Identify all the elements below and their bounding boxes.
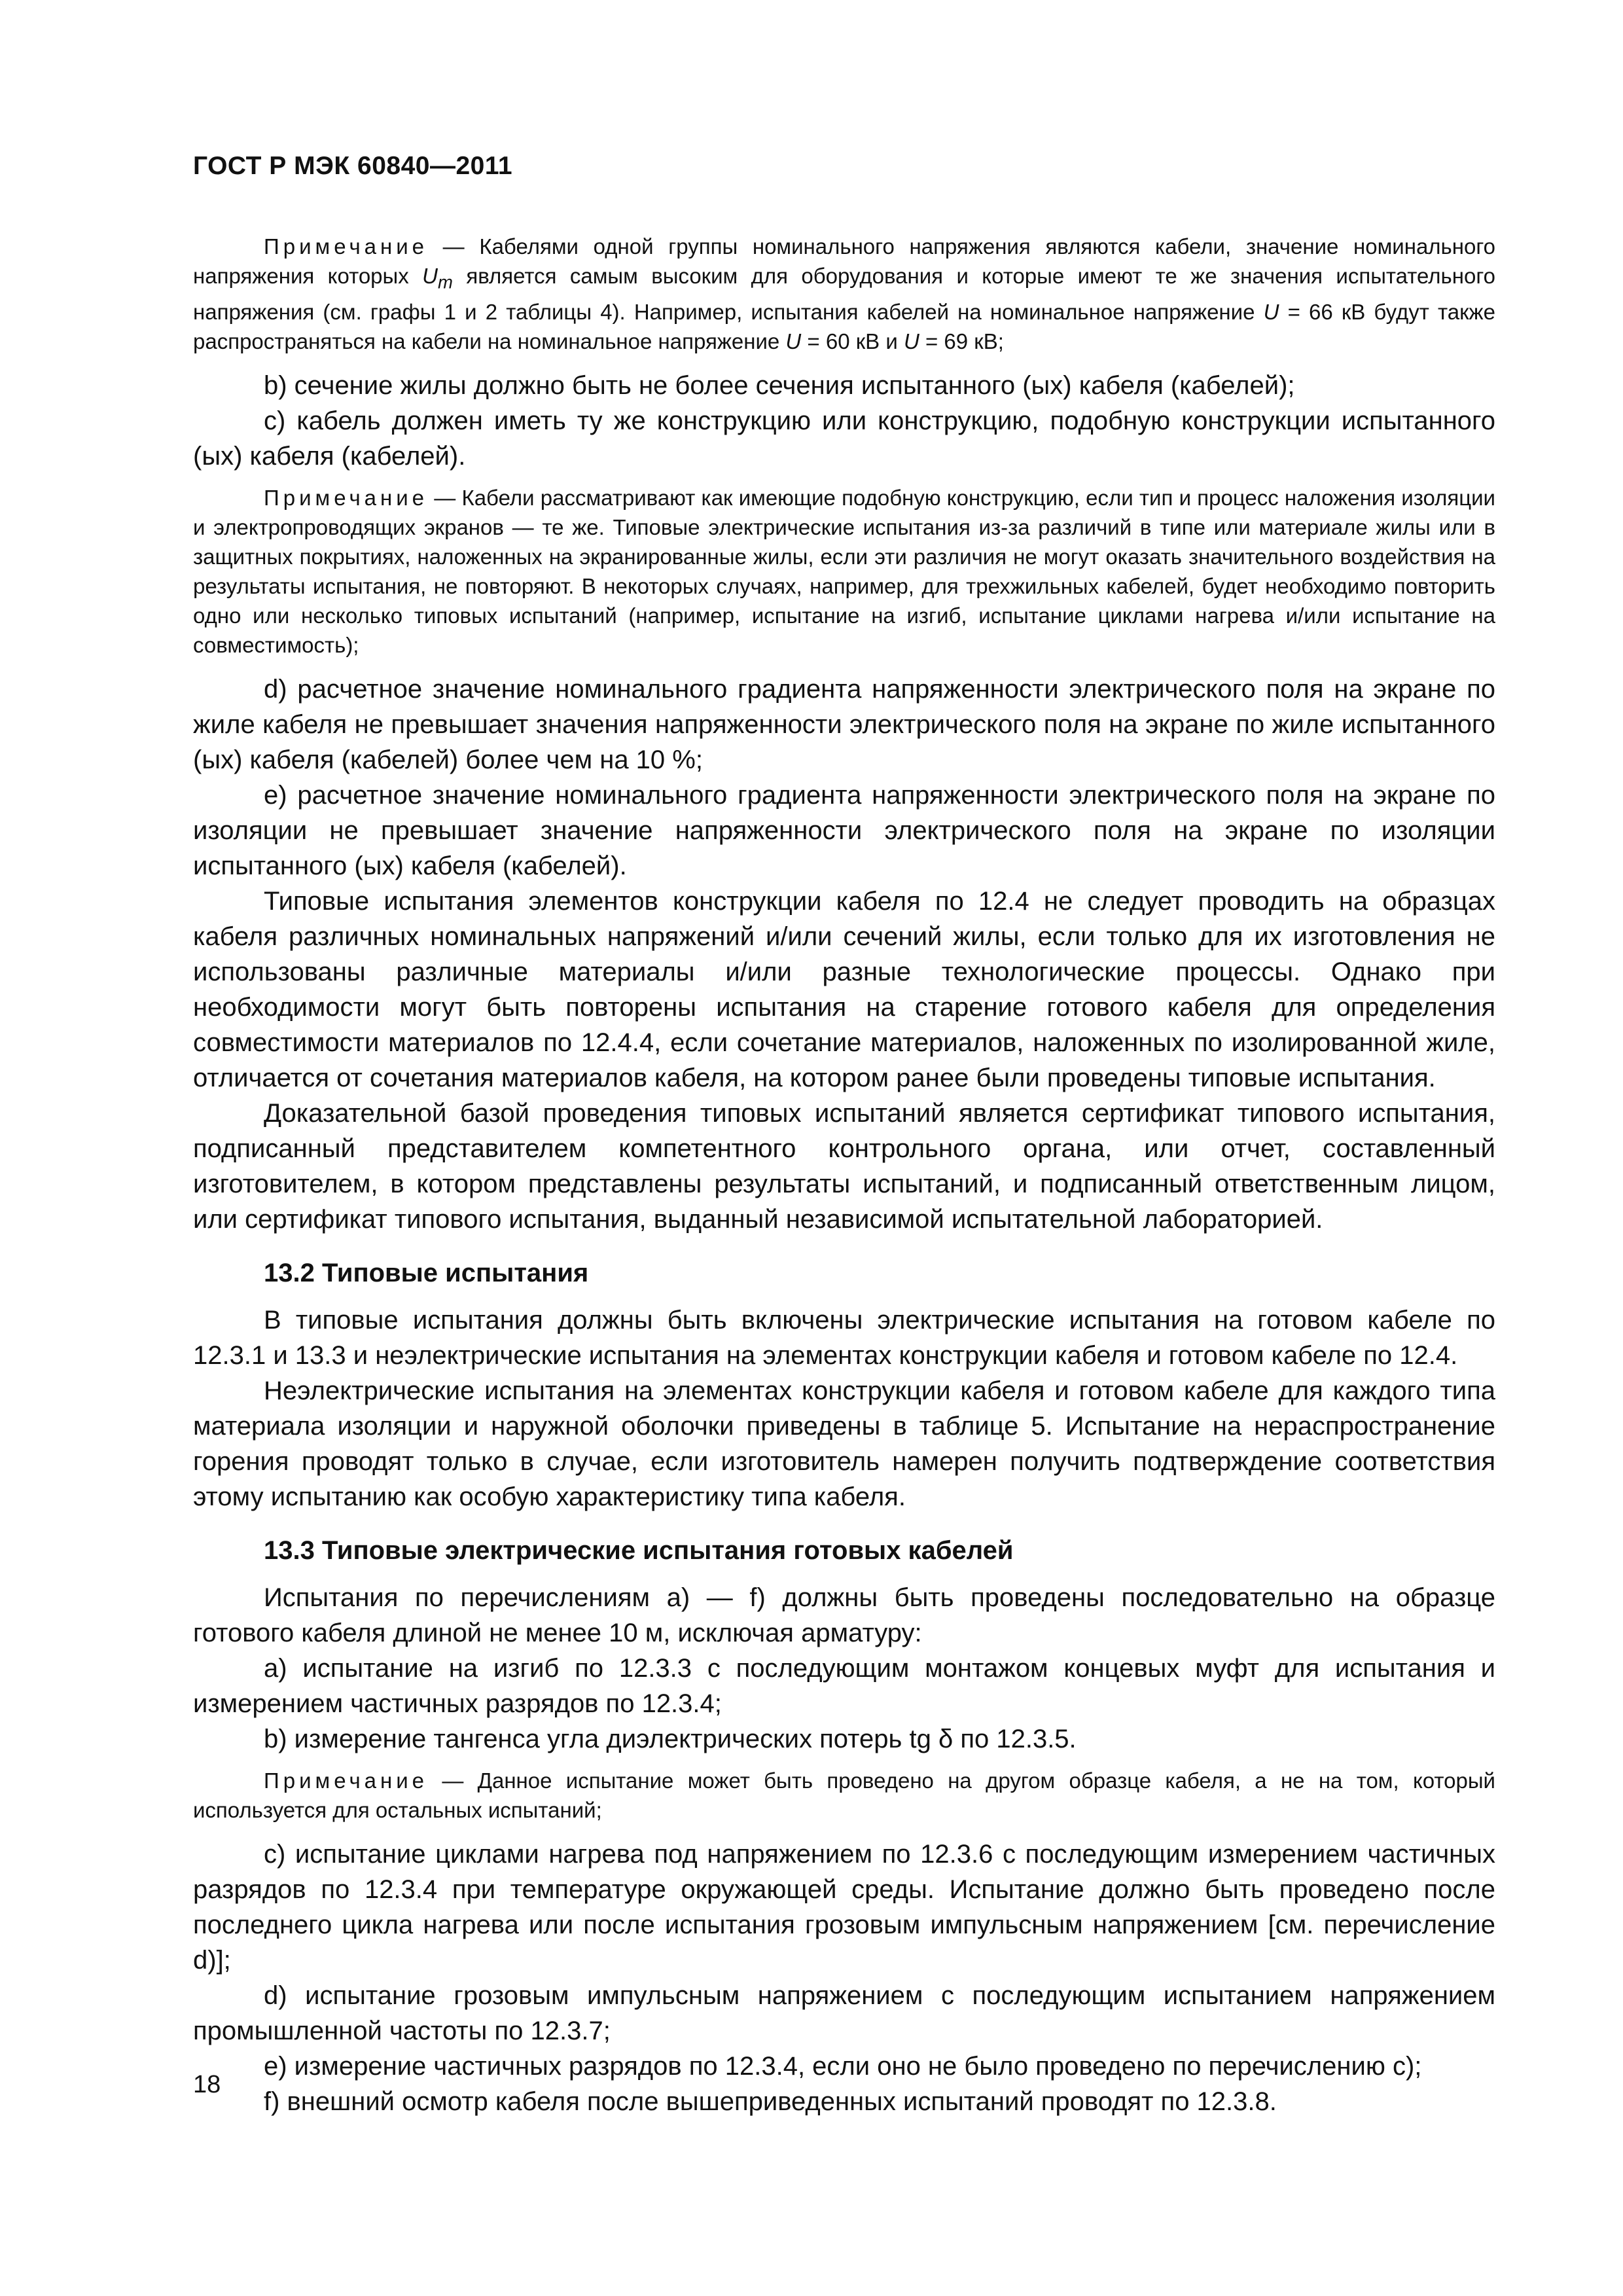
list-item-13-3-e: е) измерение частичных разрядов по 12.3.4, если оно не было проведено по перечислению с); <box>264 2051 1422 2081</box>
symbol-u: U <box>1263 299 1279 324</box>
list-item-c: с) кабель должен иметь ту же конструкцию или конструкцию, подобную конструкции испытанного (ых) кабеля (кабелей). <box>193 406 1495 471</box>
note-text: = 60 кВ и <box>801 329 904 353</box>
symbol-um-subscript: m <box>438 272 453 293</box>
note-label: Примечание <box>264 1768 429 1793</box>
note-label: Примечание <box>264 234 429 259</box>
list-item-e: е) расчетное значение номинального градиента напряженности электрического поля на экране по изоляции не превышает значение напряженности электрического поля на экране по изоляции испытанного (ых) кабеля (кабелей). <box>193 780 1495 880</box>
page-number: 18 <box>193 2071 221 2098</box>
section-heading-13-3: 13.3 Типовые электрические испытания готовых кабелей <box>264 1535 1014 1565</box>
note-dash: — <box>428 485 462 510</box>
note-2 <box>193 483 1495 660</box>
list-item-13-3-c: с) испытание циклами нагрева под напряжением по 12.3.6 с последующим измерением частичных разрядов по 12.3.4 при температуре окружающей среды. Испытание должно быть проведено после последнего цикла нагрева или после испытания грозовым импульсным напряжением [см. перечисление d)]; <box>193 1839 1495 1975</box>
list-item-13-3-d: d) испытание грозовым импульсным напряжением с последующим испытанием напряжением промышленной частоты по 12.3.7; <box>193 1981 1495 2045</box>
paragraph-13-3: Испытания по перечислениям а) — f) должны быть проведены последовательно на образце готового кабеля длиной не менее 10 м, исключая арматуру: <box>193 1583 1495 1647</box>
note-3 <box>193 1766 1495 1825</box>
symbol-u: U <box>785 329 802 353</box>
paragraph-type-tests: Типовые испытания элементов конструкции кабеля по 12.4 не следует проводить на образцах кабеля различных номинальных напряжений и/или сечений жилы, если только для их изготовления не использованы различные материалы и/или разные технологические процессы. Однако при необходимости могут быть повторены испытания на старение готового кабеля для определения совместимости материалов по 12.4.4, если сочетание материалов, наложенных по изолированной жиле, отличается от сочетания материалов кабеля, на котором ранее были проведены типовые испытания. <box>193 886 1495 1092</box>
paragraph-13-2-a: В типовые испытания должны быть включены электрические испытания на готовом кабеле по 12.3.1 и 13.3 и неэлектрические испытания на элементах конструкции кабеля и готовом кабеле по 12.4. <box>193 1305 1495 1370</box>
list-item-13-3-b: b) измерение тангенса угла диэлектрических потерь tg δ по 12.3.5. <box>264 1724 1077 1753</box>
list-item-13-3-f: f) внешний осмотр кабеля после вышеприведенных испытаний проводят по 12.3.8. <box>264 2087 1277 2116</box>
list-item-13-3-a: а) испытание на изгиб по 12.3.3 с последующим монтажом концевых муфт для испытания и измерением частичных разрядов по 12.3.4; <box>193 1653 1495 1718</box>
note-text: = 66 кВ будут также распространяться на кабели на номинальное напряжение <box>193 299 1495 353</box>
paragraph-evidence: Доказательной базой проведения типовых испытаний является сертификат типового испытания, подписанный представителем компетентного контрольного органа, или отчет, составленный изготовителем, в котором представлены результаты испытаний, и подписанный ответственным лицом, или сертификат типового испытания, выданный независимой испытательной лабораторией. <box>193 1098 1495 1234</box>
list-item-b: b) сечение жилы должно быть не более сечения испытанного (ых) кабеля (кабелей); <box>264 370 1295 400</box>
note-label: Примечание <box>264 485 429 510</box>
page-body <box>193 223 1495 2119</box>
section-heading-13-2: 13.2 Типовые испытания <box>264 1258 589 1287</box>
symbol-u: U <box>903 329 919 353</box>
list-item-d: d) расчетное значение номинального градиента напряженности электрического поля на экране по жиле кабеля не превышает значения напряженности электрического поля на экране по жиле испытанного (ых) кабеля (кабелей) более чем на 10 %; <box>193 674 1495 774</box>
note-text: Кабели рассматривают как имеющие подобную конструкцию, если тип и процесс наложения изоляции и электропроводящих экранов — те же. Типовые электрические испытания из-за различий в типе или материале жилы или в защитных покрытиях, наложенных на экранированные жилы, если эти различия не могут оказать значительного воздействия на результаты испытания, не повторяют. В некоторых случаях, например, для трехжильных кабелей, будет необходимо повторить одно или несколько типовых испытаний (например, испытание на изгиб, испытание циклами нагрева и/или испытание на совместимость); <box>193 485 1495 657</box>
symbol-um: U <box>422 264 438 288</box>
document-title: ГОСТ Р МЭК 60840—2011 <box>193 152 513 180</box>
note-text: является самым высоким для оборудования и которые имеют те же значения испытательного напряжения (см. графы 1 и 2 таблицы 4). Например, испытания кабелей на номинальное напряжение <box>193 264 1495 324</box>
note-dash: — <box>428 234 480 259</box>
note-dash: — <box>428 1768 478 1793</box>
note-text: = 69 кВ; <box>919 329 1004 353</box>
note-text: Кабелями одной группы номинального напряжения являются кабели, значение номинального напряжения которых <box>193 234 1495 288</box>
note-1 <box>193 232 1495 356</box>
paragraph-13-2-b: Неэлектрические испытания на элементах конструкции кабеля и готовом кабеле для каждого типа материала изоляции и наружной оболочки приведены в таблице 5. Испытание на нераспространение горения проводят только в случае, если изготовитель намерен получить подтверждение соответствия этому испытанию как особую характеристику типа кабеля. <box>193 1376 1495 1511</box>
note-text: Данное испытание может быть проведено на другом образце кабеля, а не на том, который используется для остальных испытаний; <box>193 1768 1495 1822</box>
